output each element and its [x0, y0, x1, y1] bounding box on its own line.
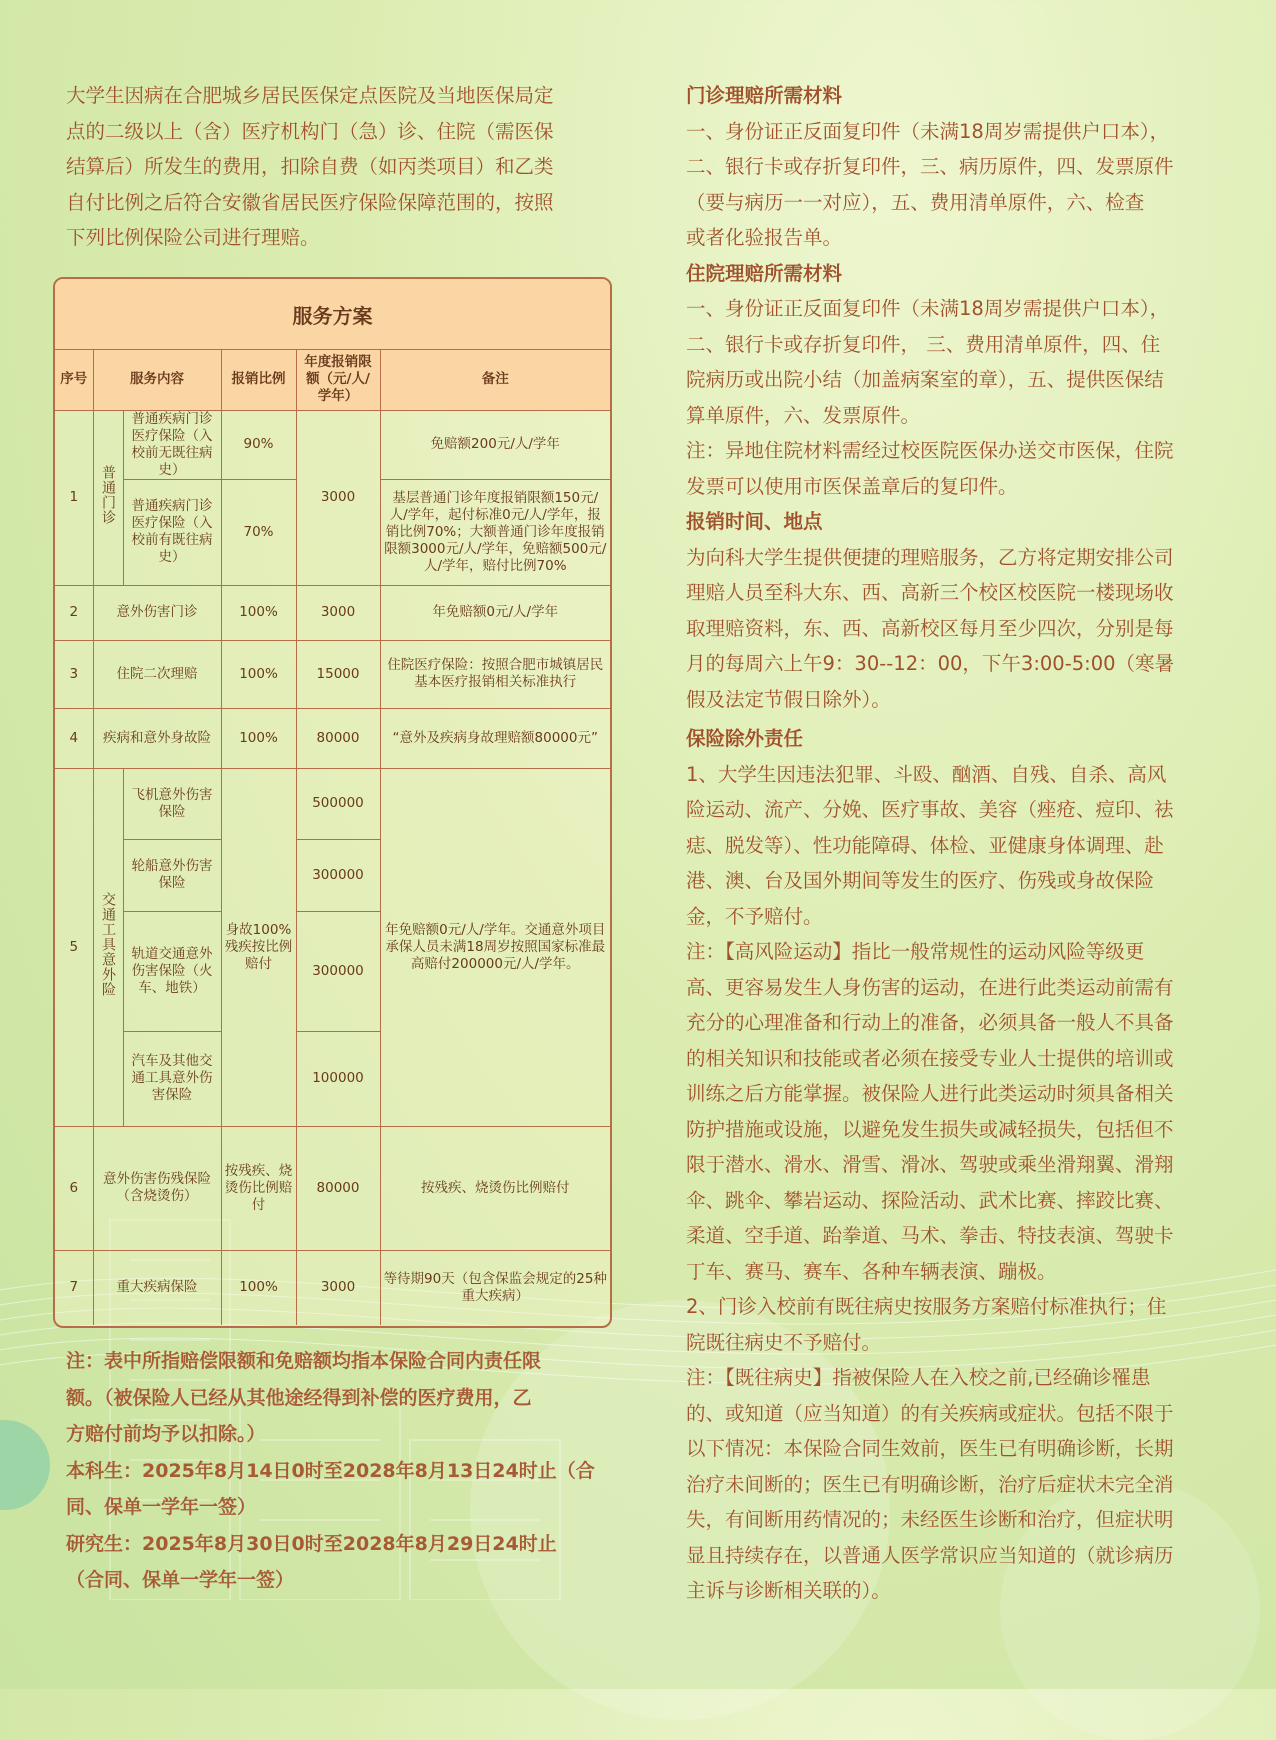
inpatient-line: 发票可以使用市医保盖章后的复印件。 [686, 474, 1018, 498]
inpatient-line: 二、银行卡或存折复印件， 三、费用清单原件，四、住 [686, 332, 1161, 356]
table-row [55, 1250, 610, 1325]
row-remark: 基层普通门诊年度报销限额150元/人/学年，起付标准0元/人/学年，报销比例70%；大额普通门诊年度报销限额3000元/人/学年，免赔额500元/人/学年，赔付比例70% [380, 479, 610, 585]
row-remark: 等待期90天（包含保监会规定的25种重大疾病） [380, 1250, 610, 1325]
exclusion-line: 限于潜水、滑水、滑雪、滑冰、驾驶或乘坐滑翔翼、滑翔 [686, 1153, 1174, 1176]
exclusion-line: 训练之后方能掌握。被保险人进行此类运动时须具备相关 [686, 1082, 1174, 1105]
row-ratio: 70% [221, 479, 296, 585]
service-plan-table [53, 277, 612, 1328]
exclusion-line: 失，有间断用药情况的；未经医生诊断和治疗，但症状明 [686, 1508, 1174, 1531]
row-ratio: 100% [221, 1250, 296, 1325]
table-row [55, 585, 610, 640]
exclusion-line: 防护措施或设施，以避免发生损失或减轻损失，包括但不 [686, 1117, 1174, 1141]
header-content: 服务内容 [93, 350, 221, 410]
note-line: 本科生：2025年8月14日0时至2028年8月13日24时止（合 [66, 1459, 595, 1482]
exclusion-line: 治疗未间断的；医生已有明确诊断，治疗后症状未完全消 [686, 1472, 1174, 1496]
section-title-inpatient: 住院理赔所需材料 [686, 261, 843, 285]
row-item: 意外伤害伤残保险（含烧烫伤） [93, 1126, 221, 1250]
note-line: 研究生：2025年8月30日0时至2028年8月29日24时止 [66, 1532, 557, 1555]
row-remark: “意外及疾病身故理赔额80000元” [380, 708, 610, 768]
row-item: 意外伤害门诊 [93, 585, 221, 640]
row-item: 汽车及其他交通工具意外伤害保险 [123, 1031, 221, 1126]
exclusion-line: 金，不予赔付。 [686, 904, 823, 928]
row-ratio: 100% [221, 640, 296, 708]
table-row [55, 410, 610, 479]
row-remark: 免赔额200元/人/学年 [380, 410, 610, 479]
exclusion-line: 显且持续存在，以普通人医学常识应当知道的（就诊病历 [686, 1543, 1174, 1567]
outpatient-line: 二、银行卡或存折复印件，三、病历原件，四、发票原件 [686, 155, 1174, 178]
section-title-exclusion: 保险除外责任 [686, 727, 804, 750]
note-line: 同、保单一学年一签） [66, 1496, 257, 1518]
intro-line: 自付比例之后符合安徽省居民医疗保险保障范围的，按照 [66, 190, 554, 214]
exclusion-line: 丁车、赛马、赛车、各种车辆表演、蹦极。 [686, 1259, 1057, 1283]
row-remark: 年免赔额0元/人/学年 [380, 585, 610, 640]
intro-line: 点的二级以上（含）医疗机构门（急）诊、住院（需医保 [66, 119, 554, 143]
note-line: 注：表中所指赔偿限额和免赔额均指本保险合同内责任限 [66, 1350, 542, 1372]
exclusion-line: 港、澳、台及国外期间等发生的医疗、伤残或身故保险 [686, 869, 1155, 892]
row-item: 轨道交通意外伤害保险（火车、地铁） [123, 911, 221, 1031]
exclusion-line: 险运动、流产、分娩、医疗事故、美容（痤疮、痘印、祛 [686, 798, 1174, 821]
row-limit: 3000 [296, 410, 380, 585]
row-ratio: 100% [221, 585, 296, 640]
row-limit: 300000 [296, 911, 380, 1031]
note-line: （合同、保单一学年一签） [66, 1569, 295, 1591]
section-title-outpatient: 门诊理赔所需材料 [686, 84, 843, 107]
exclusion-line: 高、更容易发生人身伤害的运动，在进行此类运动前需有 [686, 975, 1174, 999]
row-limit: 300000 [296, 839, 380, 911]
note-line: 额。（被保险人已经从其他途经得到补偿的医疗费用，乙 [66, 1386, 532, 1409]
exclusion-line: 院既往病史不予赔付。 [686, 1330, 882, 1354]
exclusion-line: 注：【高风险运动】指比一般常规性的运动风险等级更 [686, 940, 1145, 963]
header-remark: 备注 [380, 350, 610, 410]
intro-line: 大学生因病在合肥城乡居民医保定点医院及当地医保局定 [66, 84, 554, 107]
plan-grid [55, 350, 610, 1325]
inpatient-line: 算单原件，六、发票原件。 [686, 403, 921, 427]
exclusion-line: 以下情况：本保险合同生效前，医生已有明确诊断，长期 [686, 1437, 1174, 1460]
row-remark: 住院医疗保险：按照合肥市城镇居民基本医疗报销相关标准执行 [380, 640, 610, 708]
row-item: 普通疾病门诊医疗保险（入校前无既往病史） [123, 410, 221, 479]
row-no: 7 [55, 1250, 93, 1325]
row-limit: 15000 [296, 640, 380, 708]
inpatient-line: 注：异地住院材料需经过校医院医保办送交市医保，住院 [686, 439, 1174, 462]
table-notes [66, 1343, 596, 1599]
table-row [55, 1126, 610, 1250]
row-remark: 按残疾、烧烫伤比例赔付 [380, 1126, 610, 1250]
time-line: 假及法定节假日除外）。 [686, 687, 891, 711]
exclusion-line: 1、大学生因违法犯罪、斗殴、酗酒、自残、自杀、高风 [686, 762, 1167, 786]
table-title: 服务方案 [55, 279, 610, 350]
exclusion-line: 充分的心理准备和行动上的准备，必须具备一般人不具备 [686, 1011, 1174, 1034]
right-column [686, 78, 1210, 1609]
row-no: 3 [55, 640, 93, 708]
row-limit: 500000 [296, 768, 380, 839]
table-row [55, 640, 610, 708]
table-row [55, 708, 610, 768]
outpatient-line: （要与病历一一对应），五、费用清单原件，六、检查 [686, 190, 1145, 214]
row-no: 4 [55, 708, 93, 768]
inpatient-line: 院病历或出院小结（加盖病案室的章），五、提供医保结 [686, 368, 1164, 391]
outpatient-line: 或者化验报告单。 [686, 226, 843, 249]
intro-line: 结算后）所发生的费用，扣除自费（如丙类项目）和乙类 [66, 155, 554, 178]
row-limit: 3000 [296, 585, 380, 640]
row-no: 5 [55, 768, 93, 1126]
note-line: 方赔付前均予以扣除。） [66, 1423, 266, 1445]
bg-circle-small [0, 1420, 50, 1510]
row-remark: 年免赔额0元/人/学年。交通意外项目承保人员未满18周岁按照国家标准最高赔付200000元/人/学年。 [380, 768, 610, 1126]
time-line: 月的每周六上午9：30--12：00，下午3:00-5:00（寒暑 [686, 652, 1175, 675]
row-ratio: 100% [221, 708, 296, 768]
header-ratio: 报销比例 [221, 350, 296, 410]
exclusion-line: 主诉与诊断相关联的）。 [686, 1579, 891, 1602]
row-no: 6 [55, 1126, 93, 1250]
row-limit: 80000 [296, 1126, 380, 1250]
row-item: 轮船意外伤害保险 [123, 839, 221, 911]
row-group: 普通门诊 [93, 410, 123, 585]
header-no: 序号 [55, 350, 93, 410]
section-title-time: 报销时间、地点 [686, 510, 823, 533]
time-line: 理赔人员至科大东、西、高新三个校区校医院一楼现场收 [686, 581, 1174, 604]
exclusion-line: 的相关知识和技能或者必须在接受专业人士提供的培训或 [686, 1046, 1174, 1070]
intro-paragraph [66, 78, 596, 256]
row-ratio: 90% [221, 410, 296, 479]
row-group: 交通工具意外险 [93, 768, 123, 1126]
row-limit: 3000 [296, 1250, 380, 1325]
exclusion-line: 的、或知道（应当知道）的有关疾病或症状。包括不限于 [686, 1401, 1174, 1425]
row-limit: 100000 [296, 1031, 380, 1126]
outpatient-line: 一、身份证正反面复印件（未满18周岁需提供户口本）， [686, 119, 1170, 143]
row-item: 重大疾病保险 [93, 1250, 221, 1325]
row-ratio: 按残疾、烧烫伤比例赔付 [221, 1126, 296, 1250]
header-limit: 年度报销限额（元/人/学年） [296, 350, 380, 410]
time-line: 取理赔资料，东、西、高新校区每月至少四次，分别是每 [686, 616, 1174, 640]
row-item: 飞机意外伤害保险 [123, 768, 221, 839]
inpatient-line: 一、身份证正反面复印件（未满18周岁需提供户口本）， [686, 297, 1170, 320]
intro-line: 下列比例保险公司进行理赔。 [66, 226, 320, 249]
exclusion-line: 柔道、空手道、跆拳道、马术、拳击、特技表演、驾驶卡 [686, 1224, 1174, 1247]
time-line: 为向科大学生提供便捷的理赔服务，乙方将定期安排公司 [686, 545, 1174, 569]
row-item: 疾病和意外身故险 [93, 708, 221, 768]
row-limit: 80000 [296, 708, 380, 768]
row-no: 2 [55, 585, 93, 640]
exclusion-line: 伞、跳伞、攀岩运动、探险活动、武术比赛、摔跤比赛、 [686, 1188, 1174, 1212]
table-row [55, 768, 610, 839]
exclusion-line: 注：【既往病史】指被保险人在入校之前,已经确诊罹患 [686, 1366, 1151, 1389]
header-row [55, 350, 610, 410]
row-ratio: 身故100%残疾按比例赔付 [221, 768, 296, 1126]
exclusion-line: 2、门诊入校前有既往病史按服务方案赔付标准执行；住 [686, 1295, 1167, 1318]
row-item: 普通疾病门诊医疗保险（入校前有既往病史） [123, 479, 221, 585]
row-no: 1 [55, 410, 93, 585]
row-item: 住院二次理赔 [93, 640, 221, 708]
exclusion-line: 痣、脱发等）、性功能障碍、体检、亚健康身体调理、赴 [686, 833, 1164, 857]
